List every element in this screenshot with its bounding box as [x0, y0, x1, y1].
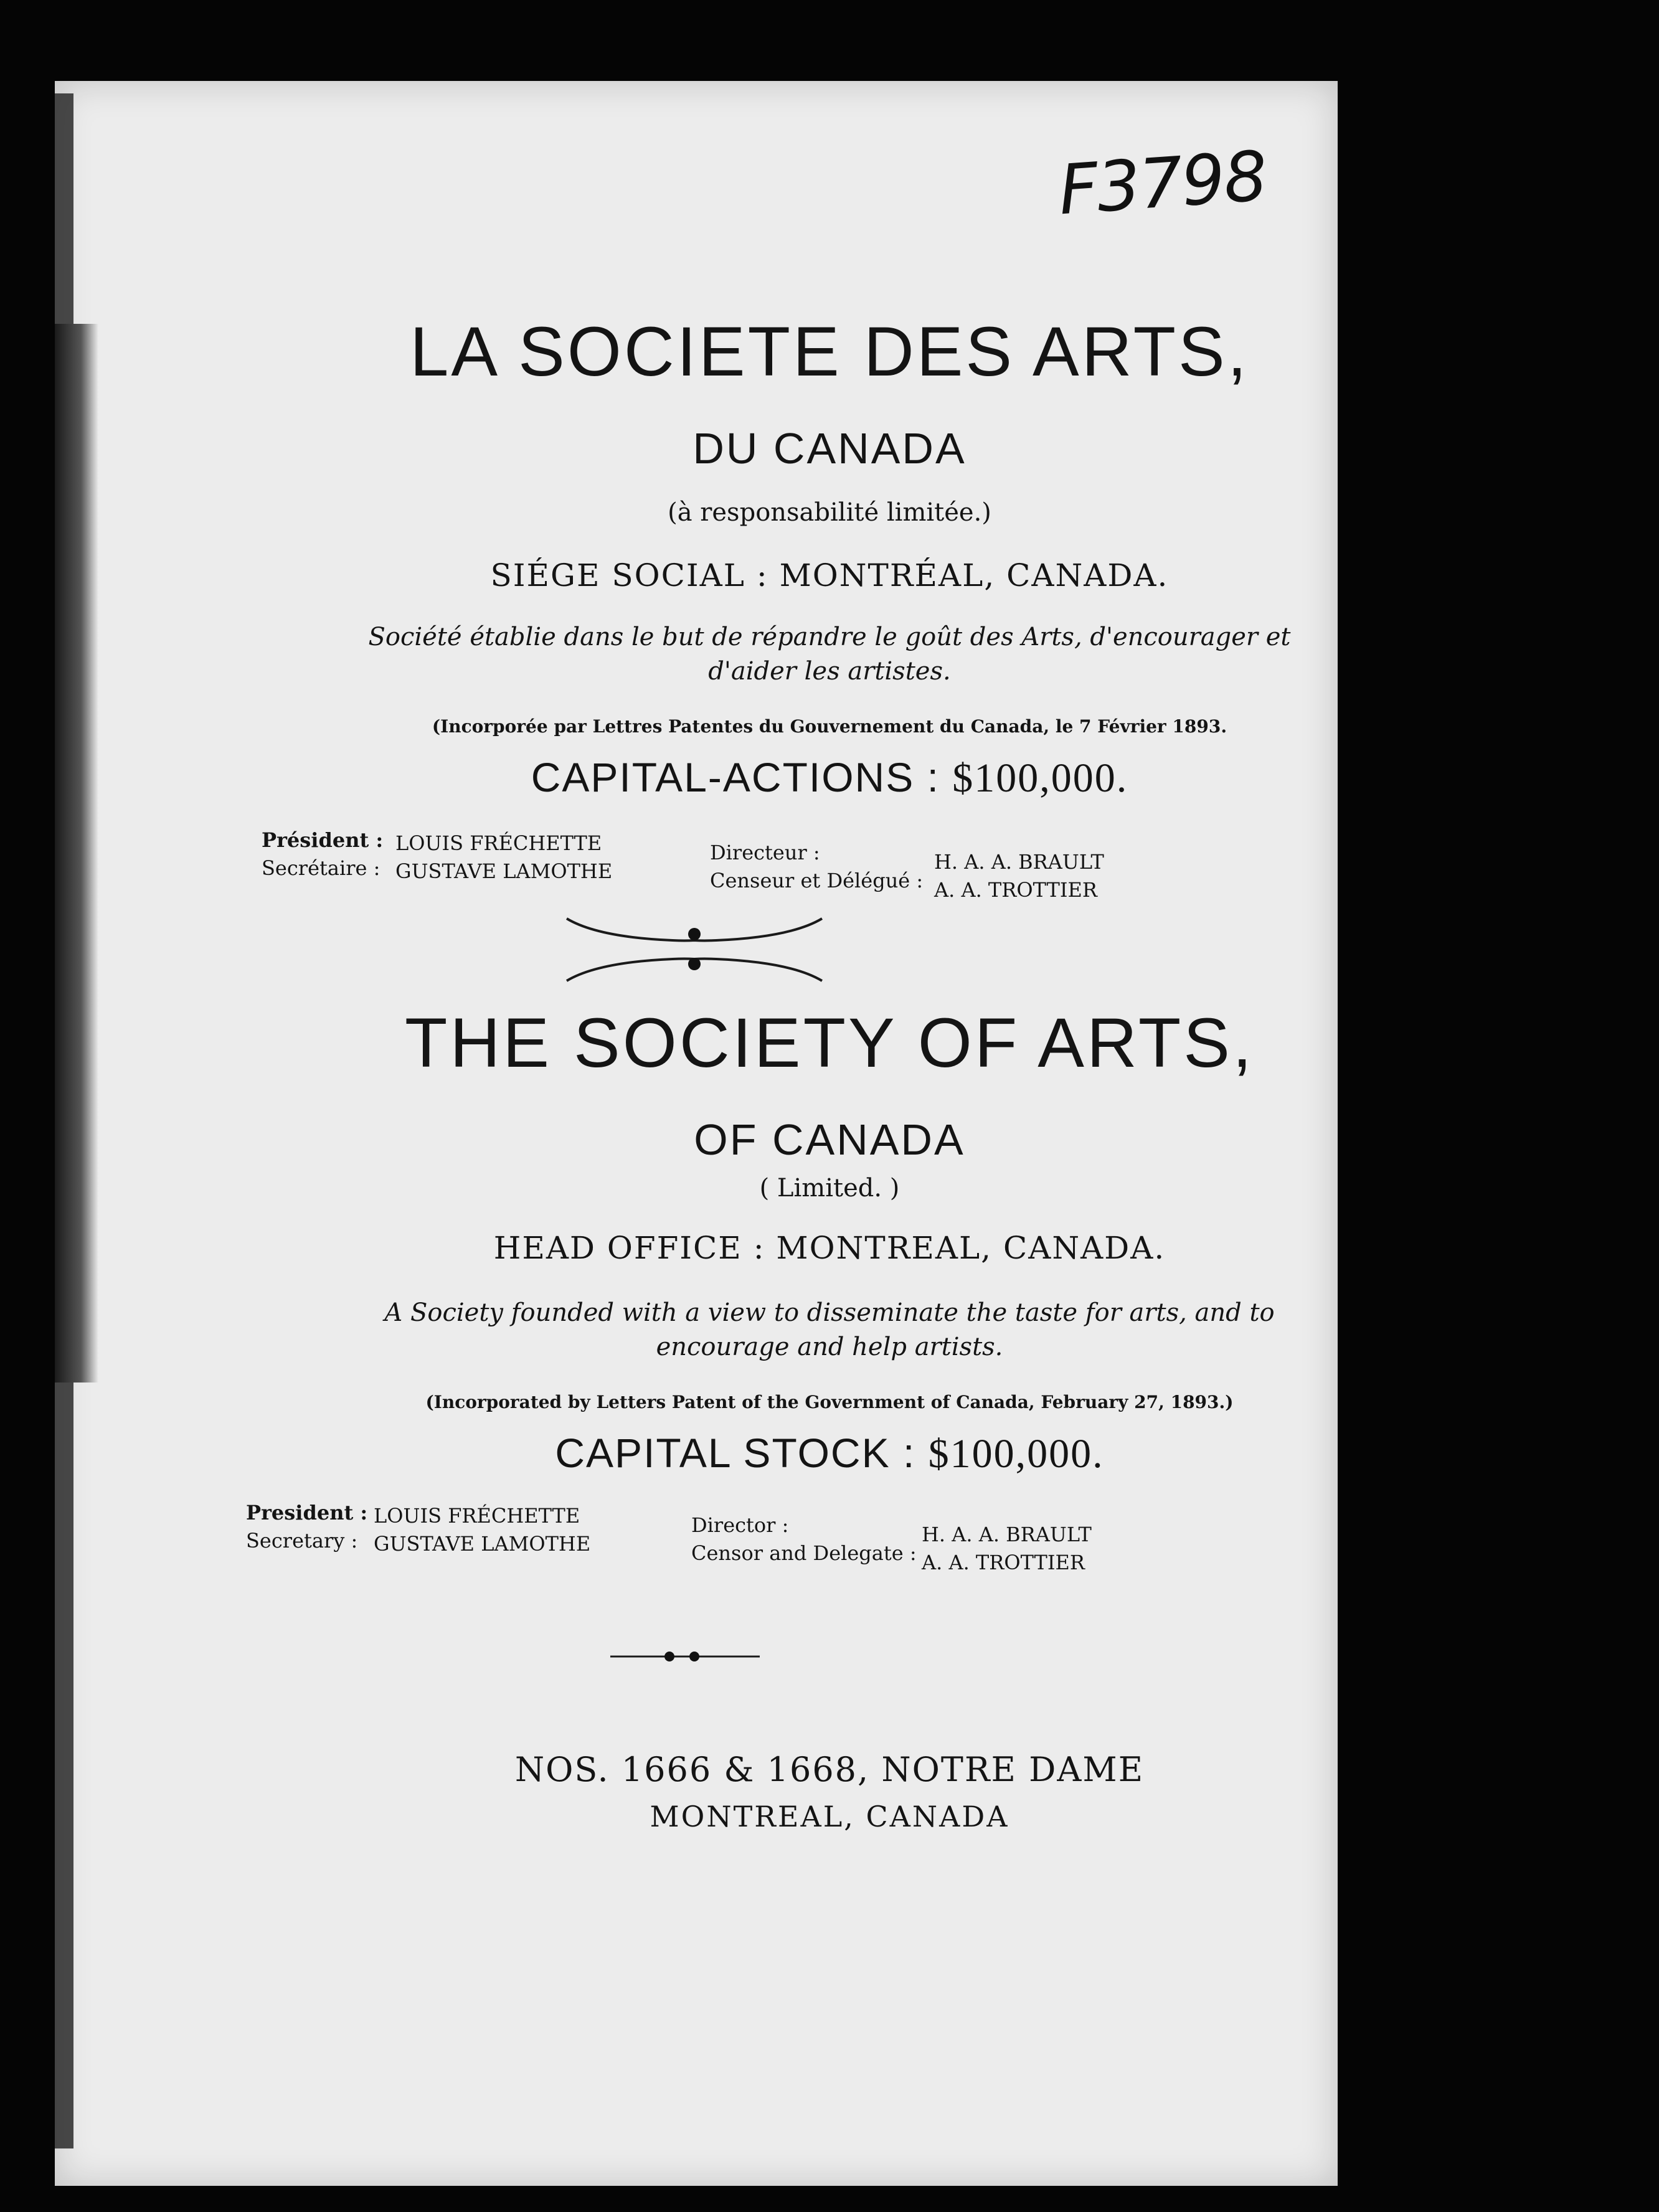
english-head-office: HEAD OFFICE : MONTREAL, CANADA.: [493, 1230, 1166, 1266]
french-head-office: SIÉGE SOCIAL : MONTRÉAL, CANADA.: [490, 557, 1169, 593]
french-capital-label: CAPITAL-ACTIONS :: [531, 754, 940, 800]
english-capital-amount: $100,000.: [928, 1431, 1104, 1477]
french-censor-label: Censeur et Délégué :: [710, 869, 924, 892]
english-president-name: LOUIS FRÉCHETTE: [374, 1504, 580, 1528]
french-capital-amount: $100,000.: [952, 755, 1128, 801]
english-director-name: H. A. A. BRAULT: [922, 1523, 1092, 1546]
section-divider-ornament: [560, 912, 828, 987]
french-incorporation: (Incorporée par Lettres Patentes du Gouvernement du Canada, le 7 Février 1893.: [432, 716, 1227, 737]
english-censor-name: A. A. TROTTIER: [922, 1551, 1085, 1574]
english-purpose-line2: encourage and help artists.: [656, 1333, 1003, 1361]
english-censor-label: Censor and Delegate :: [691, 1541, 917, 1565]
small-divider-ornament: [607, 1644, 763, 1669]
french-title: LA SOCIETE DES ARTS,: [410, 313, 1249, 390]
address-line2: MONTREAL, CANADA: [650, 1800, 1009, 1833]
address-line1: NOS. 1666 & 1668, NOTRE DAME: [514, 1750, 1145, 1789]
french-director-label: Directeur :: [710, 841, 820, 864]
binding-shadow: [55, 324, 98, 1382]
french-director-name: H. A. A. BRAULT: [934, 850, 1104, 874]
french-president-name: LOUIS FRÉCHETTE: [395, 831, 602, 855]
english-secretary-label: Secretary :: [246, 1529, 358, 1553]
english-director-label: Director :: [691, 1513, 789, 1537]
french-liability: (à responsabilité limitée.): [668, 498, 991, 527]
french-purpose-line1: Société établie dans le but de répandre le goût des Arts, d'encourager et: [368, 623, 1291, 651]
french-subtitle: DU CANADA: [692, 424, 967, 473]
english-capital: [0, 1429, 1659, 1478]
english-purpose-line1: A Society founded with a view to disseminate the taste for arts, and to: [384, 1298, 1275, 1327]
french-censor-name: A. A. TROTTIER: [934, 878, 1097, 902]
english-incorporation: (Incorporated by Letters Patent of the Government of Canada, February 27, 1893.): [425, 1392, 1234, 1412]
french-president-label: Président :: [262, 828, 384, 852]
english-liability: ( Limited. ): [759, 1174, 900, 1203]
french-secretary-label: Secrétaire :: [262, 856, 380, 880]
english-title: THE SOCIETY OF ARTS,: [404, 1004, 1255, 1082]
french-purpose-line2: d'aider les artistes.: [708, 657, 951, 686]
english-subtitle: OF CANADA: [694, 1115, 965, 1164]
french-capital: [0, 754, 1659, 802]
english-president-label: President :: [246, 1501, 368, 1524]
english-secretary-name: GUSTAVE LAMOTHE: [374, 1532, 591, 1556]
french-secretary-name: GUSTAVE LAMOTHE: [395, 859, 613, 883]
english-capital-label: CAPITAL STOCK :: [555, 1430, 916, 1476]
handwritten-note: F3798: [1056, 136, 1269, 230]
